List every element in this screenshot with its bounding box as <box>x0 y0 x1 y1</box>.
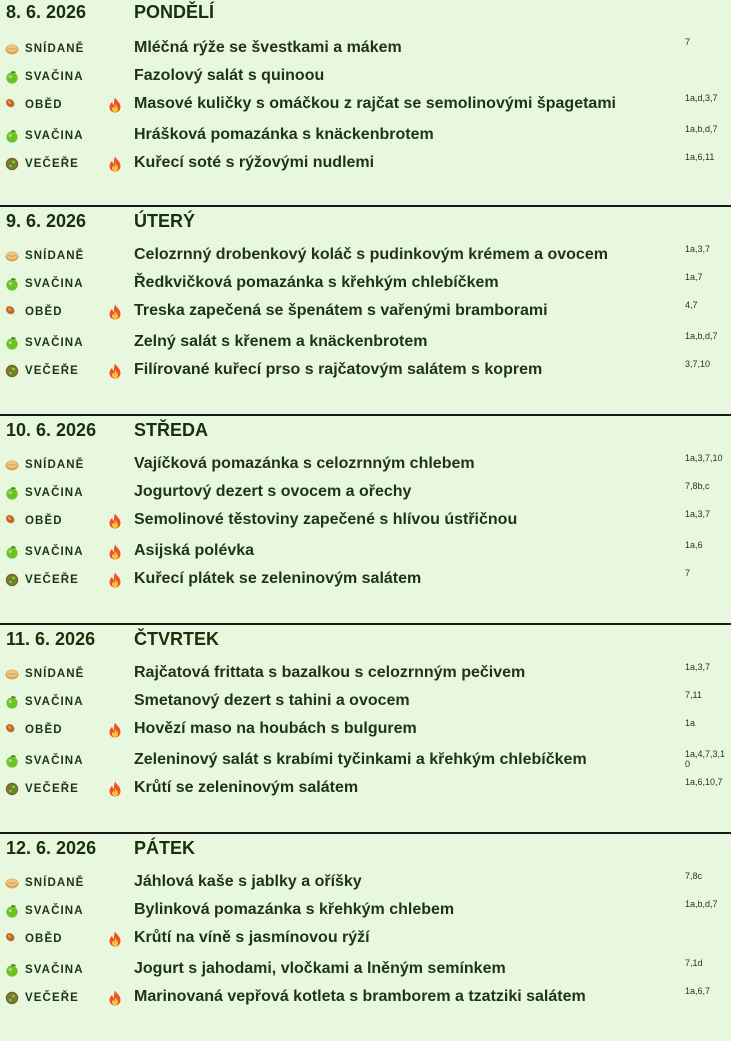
day-section <box>0 414 731 623</box>
apple-icon <box>5 486 19 500</box>
meal-row <box>0 507 731 535</box>
day-date: 8. 6. 2026 <box>6 2 87 22</box>
allergen-codes: 1a,3,7 <box>685 662 711 672</box>
allergen-codes: 1a <box>685 718 696 728</box>
day-header <box>0 418 731 446</box>
meal-type-label: SVAČINA <box>25 278 84 290</box>
dish-name: Jáhlová kaše s jablky a oříšky <box>134 873 362 890</box>
allergen-codes: 1a,6 <box>685 540 703 550</box>
meal-row <box>0 869 731 897</box>
allergen-codes: 1a,b,d,7 <box>685 124 718 134</box>
meal-row <box>0 538 731 566</box>
dish-name: Marinovaná vepřová kotleta s bramborem a tzatziki salátem <box>134 988 586 1005</box>
dish-name: Jogurt s jahodami, vločkami a lněným semínkem <box>134 960 506 977</box>
meal-row <box>0 242 731 270</box>
meal-row <box>0 566 731 594</box>
meal-type-label: VEČEŘE <box>25 992 79 1004</box>
meal-row <box>0 150 731 178</box>
meal-type-label: SVAČINA <box>25 337 84 349</box>
meal-type-label: VEČEŘE <box>25 158 79 170</box>
meal-row <box>0 329 731 357</box>
meal-row <box>0 688 731 716</box>
fire-icon <box>108 304 122 320</box>
day-section <box>0 205 731 414</box>
meal-type-label: SNÍDANĚ <box>25 459 85 471</box>
meal-type-label: SNÍDANĚ <box>25 877 85 889</box>
meal-type-label: SNÍDANĚ <box>25 250 85 262</box>
meal-type-label: OBĚD <box>25 933 63 945</box>
meal-type-label: SVAČINA <box>25 905 84 917</box>
dish-name: Jogurtový dezert s ovocem a ořechy <box>134 483 412 500</box>
fire-icon <box>108 156 122 172</box>
meal-type-label: OBĚD <box>25 99 63 111</box>
apple-icon <box>5 695 19 709</box>
drumstick-icon <box>5 723 19 737</box>
apple-icon <box>5 904 19 918</box>
fire-icon <box>108 781 122 797</box>
dish-name: Bylinková pomazánka s křehkým chlebem <box>134 901 455 918</box>
meal-type-label: SVAČINA <box>25 696 84 708</box>
meal-row <box>0 298 731 326</box>
allergen-codes: 4,7 <box>685 300 698 310</box>
day-section <box>0 832 731 1041</box>
salad-icon <box>5 157 19 171</box>
meal-type-label: SNÍDANĚ <box>25 43 85 55</box>
dish-name: Smetanový dezert s tahini a ovocem <box>134 692 410 709</box>
day-section <box>0 0 731 205</box>
meal-type-label: SVAČINA <box>25 755 84 767</box>
meal-row <box>0 35 731 63</box>
allergen-codes: 1a,6,10,7 <box>685 777 723 787</box>
salad-icon <box>5 991 19 1005</box>
dish-name: Treska zapečená se špenátem s vařenými bramborami <box>134 302 548 319</box>
dish-name: Krůtí na víně s jasmínovou rýží <box>134 929 370 946</box>
day-name: ÚTERÝ <box>134 211 196 231</box>
fire-icon <box>108 722 122 738</box>
fire-icon <box>108 513 122 529</box>
drumstick-icon <box>5 932 19 946</box>
meal-type-label: SVAČINA <box>25 964 84 976</box>
drumstick-icon <box>5 305 19 319</box>
bread-icon <box>5 667 19 681</box>
fire-icon <box>108 363 122 379</box>
allergen-codes: 1a,6,11 <box>685 152 715 162</box>
dish-name: Fazolový salát s quinoou <box>134 67 325 84</box>
day-name: PÁTEK <box>134 838 196 858</box>
allergen-codes: 1a,7 <box>685 272 703 282</box>
apple-icon <box>5 277 19 291</box>
salad-icon <box>5 782 19 796</box>
dish-name: Celozrnný drobenkový koláč s pudinkovým krémem a ovocem <box>134 246 608 263</box>
dish-name: Rajčatová frittata s bazalkou s celozrnným pečivem <box>134 664 526 681</box>
meal-row <box>0 925 731 953</box>
dish-name: Filírované kuřecí prso s rajčatovým salátem s koprem <box>134 361 543 378</box>
meal-type-label: VEČEŘE <box>25 365 79 377</box>
meal-type-label: OBĚD <box>25 515 63 527</box>
day-name: PONDĚLÍ <box>134 2 215 22</box>
bread-icon <box>5 249 19 263</box>
allergen-codes: 1a,3,7 <box>685 509 711 519</box>
dish-name: Hrášková pomazánka s knäckenbrotem <box>134 126 434 143</box>
fire-icon <box>108 544 122 560</box>
fire-icon <box>108 931 122 947</box>
day-name: ČTVRTEK <box>134 629 219 649</box>
allergen-codes: 1a,b,d,7 <box>685 899 718 909</box>
salad-icon <box>5 573 19 587</box>
apple-icon <box>5 545 19 559</box>
meal-type-label: SVAČINA <box>25 71 84 83</box>
day-header <box>0 209 731 237</box>
allergen-codes: 1a,4,7,3,10 <box>685 749 726 769</box>
meal-row <box>0 63 731 91</box>
apple-icon <box>5 754 19 768</box>
allergen-codes: 1a,3,7 <box>685 244 711 254</box>
dish-name: Krůtí se zeleninovým salátem <box>134 779 359 796</box>
dish-name: Asijská polévka <box>134 542 255 559</box>
allergen-codes: 1a,3,7,10 <box>685 453 723 463</box>
meal-row <box>0 956 731 984</box>
allergen-codes: 7,8c <box>685 871 703 881</box>
allergen-codes: 7 <box>685 568 691 578</box>
day-header <box>0 627 731 655</box>
fire-icon <box>108 572 122 588</box>
allergen-codes: 1a,b,d,7 <box>685 331 718 341</box>
allergen-codes: 1a,6,7 <box>685 986 711 996</box>
meal-row <box>0 716 731 744</box>
meal-row <box>0 91 731 119</box>
day-date: 12. 6. 2026 <box>6 838 97 858</box>
apple-icon <box>5 963 19 977</box>
meal-type-label: SVAČINA <box>25 130 84 142</box>
bread-icon <box>5 42 19 56</box>
apple-icon <box>5 129 19 143</box>
meal-row <box>0 270 731 298</box>
meal-type-label: SVAČINA <box>25 487 84 499</box>
day-date: 9. 6. 2026 <box>6 211 87 231</box>
fire-icon <box>108 990 122 1006</box>
meal-type-label: SVAČINA <box>25 546 84 558</box>
day-date: 10. 6. 2026 <box>6 420 97 440</box>
allergen-codes: 7 <box>685 37 691 47</box>
apple-icon <box>5 70 19 84</box>
allergen-codes: 7,1d <box>685 958 703 968</box>
allergen-codes: 7,8b,c <box>685 481 710 491</box>
dish-name: Kuřecí soté s rýžovými nudlemi <box>134 154 375 171</box>
allergen-codes: 3,7,10 <box>685 359 711 369</box>
meal-row <box>0 897 731 925</box>
day-header <box>0 836 731 864</box>
meal-row <box>0 479 731 507</box>
meal-row <box>0 775 731 803</box>
meal-row <box>0 357 731 385</box>
meal-type-label: OBĚD <box>25 724 63 736</box>
drumstick-icon <box>5 98 19 112</box>
meal-type-label: SNÍDANĚ <box>25 668 85 680</box>
dish-name: Zelný salát s křenem a knäckenbrotem <box>134 333 428 350</box>
meal-type-label: VEČEŘE <box>25 783 79 795</box>
allergen-codes: 7,11 <box>685 690 702 700</box>
meal-type-label: VEČEŘE <box>25 574 79 586</box>
meal-type-label: OBĚD <box>25 306 63 318</box>
dish-name: Vajíčková pomazánka s celozrnným chlebem <box>134 455 475 472</box>
meal-row <box>0 660 731 688</box>
fire-icon <box>108 97 122 113</box>
dish-name: Semolinové těstoviny zapečené s hlívou ústřičnou <box>134 511 518 528</box>
day-section <box>0 623 731 832</box>
bread-icon <box>5 876 19 890</box>
day-name: STŘEDA <box>134 420 209 440</box>
meal-row <box>0 451 731 479</box>
salad-icon <box>5 364 19 378</box>
dish-name: Hovězí maso na houbách s bulgurem <box>134 720 417 737</box>
dish-name: Kuřecí plátek se zeleninovým salátem <box>134 570 422 587</box>
dish-name: Ředkvičková pomazánka s křehkým chlebíčkem <box>134 274 499 291</box>
meal-row <box>0 122 731 150</box>
apple-icon <box>5 336 19 350</box>
dish-name: Masové kuličky s omáčkou z rajčat se semolinovými špagetami <box>134 95 616 112</box>
drumstick-icon <box>5 514 19 528</box>
bread-icon <box>5 458 19 472</box>
allergen-codes: 1a,d,3,7 <box>685 93 718 103</box>
meal-row <box>0 747 731 775</box>
meal-row <box>0 984 731 1012</box>
dish-name: Zeleninový salát s krabími tyčinkami a křehkým chlebíčkem <box>134 751 587 768</box>
day-date: 11. 6. 2026 <box>6 629 96 649</box>
dish-name: Mléčná rýže se švestkami a mákem <box>134 39 402 56</box>
day-header <box>0 0 731 28</box>
